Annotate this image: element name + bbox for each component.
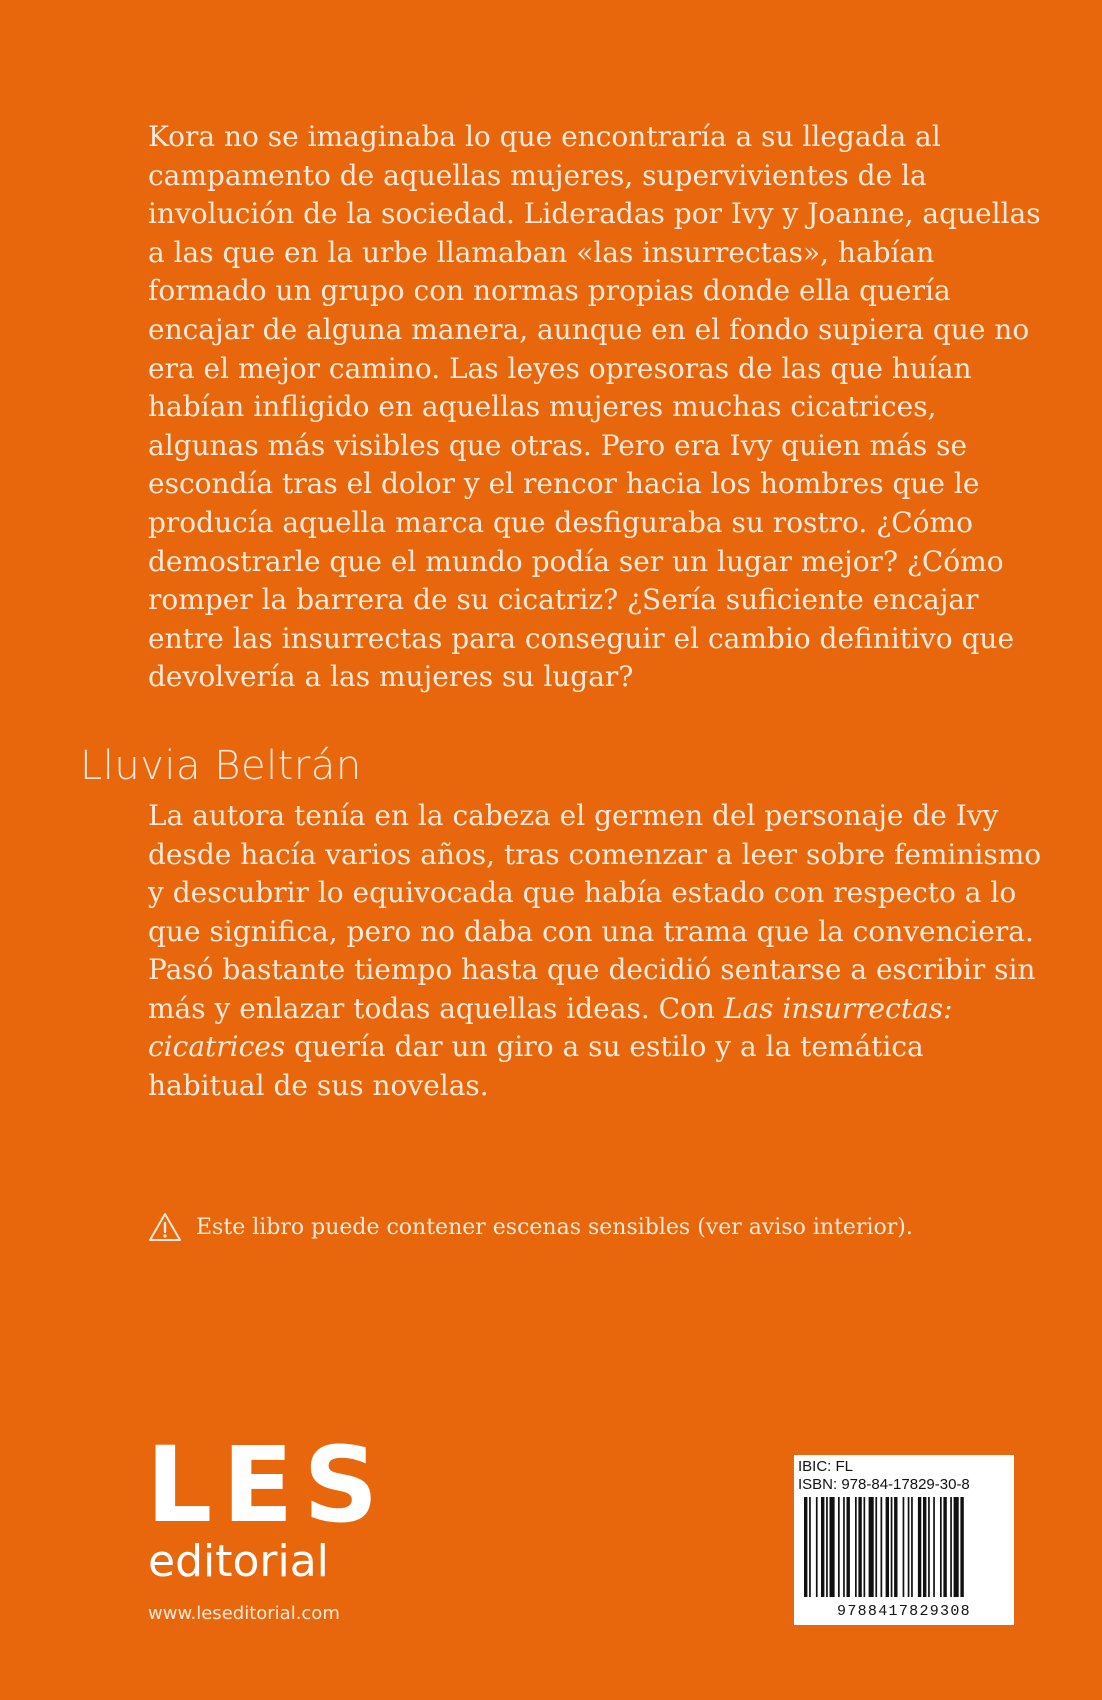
synopsis-text: Kora no se imaginaba lo que encontraría a su llegada al campamento de aquellas mujeres, supervivientes de la involución de la sociedad. Lideradas por Ivy y Joanne, aquellas a las que en la urbe llamaban «las insurrectas», habían formado un grupo con normas propias donde ella quería encajar de alguna manera, aunque en el fondo supiera que no era el mejor camino. Las leyes opresoras de las que huían habían infligido en aquellas mujeres muchas cicatrices, algunas más visibles que otras. Pero era Ivy quien más se escondía tras el dolor y el rencor hacia los hombres que le producía aquella marca que desfiguraba su rostro. ¿Cómo demostrarle que el mundo podía ser un lugar mejor? ¿Cómo romper la barrera de su cicatriz? ¿Sería suficiente encajar entre las insurrectas para conseguir el cambio definitivo que devolvería a las mujeres su lugar?: [148, 120, 1041, 694]
barcode-bar: [830, 1497, 835, 1597]
barcode-label: [794, 1455, 1014, 1625]
barcode-bar: [875, 1497, 877, 1597]
barcode-bar: [881, 1497, 883, 1597]
barcode-bar: [954, 1497, 959, 1597]
barcode-bar: [821, 1497, 824, 1597]
publisher-logo-word: editorial: [148, 1536, 329, 1587]
barcode-bar: [886, 1497, 889, 1597]
bio-text-end: quería dar un giro a su estilo y a la temática habitual de sus novelas.: [148, 1030, 924, 1102]
barcode-bar: [869, 1497, 874, 1597]
publisher-logo-mark: LES: [146, 1424, 389, 1546]
barcode-bar: [809, 1497, 811, 1597]
barcode-bar: [918, 1497, 921, 1597]
barcode-bar: [943, 1497, 946, 1597]
book-title-italic: Las insurrectas: cicatrices: [148, 991, 953, 1063]
barcode-bar: [903, 1497, 905, 1597]
barcode-bars: [794, 1497, 1014, 1601]
barcode-bar: [864, 1497, 866, 1597]
barcode-bar: [960, 1497, 963, 1597]
barcode-bar: [908, 1497, 910, 1597]
barcode-bar: [847, 1497, 850, 1597]
barcode-bar: [933, 1497, 935, 1597]
barcode-bar: [940, 1497, 942, 1597]
barcode-bar: [858, 1497, 861, 1597]
bio-text-start: La autora tenía en la cabeza el germen del personaje de Ivy desde hacía varios años, tras comenzar a leer sobre feminismo y descubrir lo equivocada que había estado con respecto a lo que significa, pero no daba con una trama que la convenciera. Pasó bastante tiempo hasta que decidió sentarse a escribir sin más y enlazar todas aquellas ideas. Con: [148, 799, 1042, 1025]
barcode-bar: [928, 1497, 930, 1597]
publisher-website: www.leseditorial.com: [148, 1603, 340, 1624]
barcode-bar: [891, 1497, 893, 1597]
author-name: Lluvia Beltrán: [80, 743, 362, 789]
barcode-bar: [826, 1497, 828, 1597]
barcode-bar: [923, 1497, 926, 1597]
warning-triangle-icon: [148, 1212, 182, 1242]
barcode-number: 9788417829308: [837, 1603, 971, 1620]
content-warning-text: Este libro puede contener escenas sensibles (ver aviso interior).: [196, 1214, 913, 1240]
barcode-bar: [838, 1497, 840, 1597]
barcode-bar: [911, 1497, 913, 1597]
isbn-code: ISBN: 978-84-17829-30-8: [798, 1476, 970, 1493]
author-bio: [148, 797, 1048, 1105]
barcode-bar: [950, 1497, 952, 1597]
content-warning: [148, 1212, 1048, 1242]
ibic-code: IBIC: FL: [798, 1458, 854, 1475]
barcode-bar: [894, 1497, 897, 1597]
barcode-bar: [816, 1497, 818, 1597]
barcode-bar: [804, 1497, 807, 1597]
barcode-bar: [843, 1497, 845, 1597]
barcode-bar: [855, 1497, 857, 1597]
